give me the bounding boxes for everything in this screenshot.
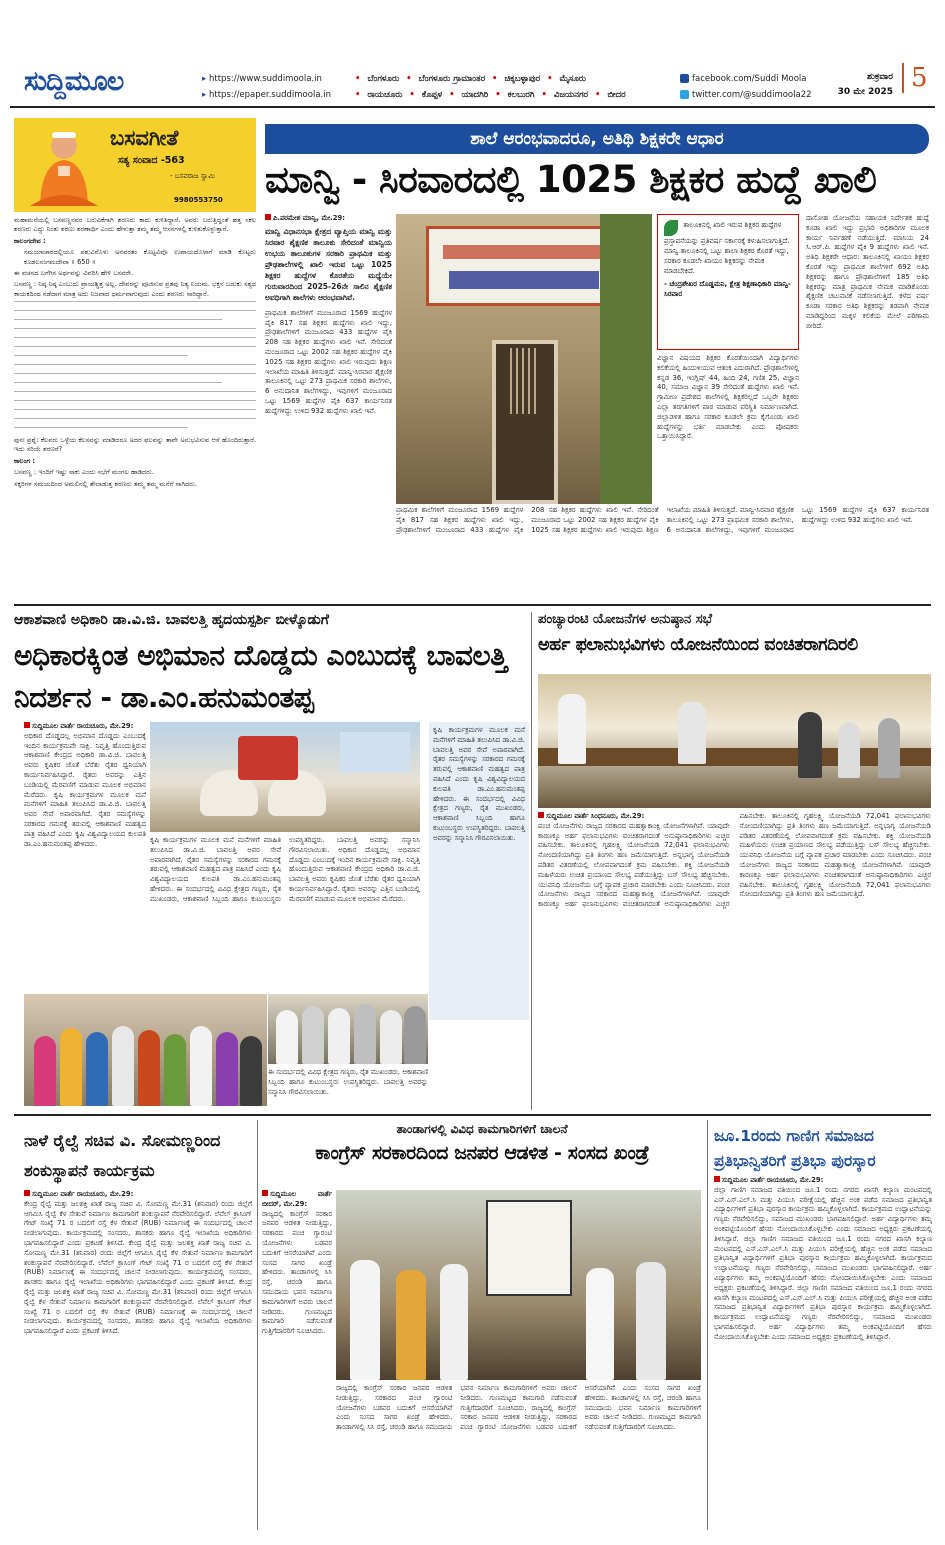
story3-body: ಸುದ್ದಿಮೂಲ ವಾರ್ತೆ ಸಿಂಧನೂರು, ಮೇ.29: ಪಂಚ ಯೋಜನೆಗಳು ರಾಜ್ಯದ ಸರಕಾರದ ಮಹತ್ವಾಕಾಂಕ್ಷಿ ಯೋಜನೆಗಳಾಗಿವೆ. ಯಾವುದೇ ಕಾರಣಕ್ಕೂ ಅರ್ಹ ಫಲಾನುಭವಿಗಳು ವಂಚಿತರಾಗದಂತೆ ಅನುಷ್ಠಾನಾಧಿಕಾರಿಗಳು ಎಚ್ಚರ ವಹಿಸಬೇಕು. ತಾಲೂಕಿನಲ್ಲಿ ಗೃಹಲಕ್ಷ್ಮಿ ಯೋಜನೆಯಡಿ 72,041 ಫಲಾನುಭವಿಗಳು ನೋಂದಣಿಯಾಗಿದ್ದು ಪ್ರತಿ ತಿಂಗಳು ಹಣ ಜಮೆಯಾಗುತ್ತಿದೆ. ಅನ್ನಭಾಗ್ಯ ಯೋಜನೆಯಡಿ ಪಡಿತರ ವಿತರಣೆಯಲ್ಲಿ ಲೋಪವಾಗದಂತೆ ಕ್ರಮ ವಹಿಸಬೇಕು. ಶಕ್ತಿ ಯೋಜನೆಯಡಿ ಮಹಿಳೆಯರು ಉಚಿತ ಪ್ರಯಾಣದ ಸೌಲಭ್ಯ ಪಡೆಯುತ್ತಿದ್ದು ಬಸ್ ಸೌಲಭ್ಯ ಹೆಚ್ಚಿಸಬೇಕು. ಯುವನಿಧಿ ಯೋಜನೆಯ ಬಗ್ಗೆ ವ್ಯಾಪಕ ಪ್ರಚಾರ ಮಾಡಬೇಕು ಎಂದು ಸೂಚಿಸಿದರು. ಪಂಚ ಯೋಜನೆಗಳು ರಾಜ್ಯದ ಸರಕಾರದ ಮಹತ್ವಾಕಾಂಕ್ಷಿ ಯೋಜನೆಗಳಾಗಿವೆ. ಯಾವುದೇ ಕಾರಣಕ್ಕೂ ಅರ್ಹ ಫಲಾನುಭವಿಗಳು ವಂಚಿತರಾಗದಂತೆ ಅನುಷ್ಠಾನಾಧಿಕಾರಿಗಳು ಎಚ್ಚರ ವಹಿಸಬೇಕು. ತಾಲೂಕಿನಲ್ಲಿ ಗೃಹಲಕ್ಷ್ಮಿ ಯೋಜನೆಯಡಿ 72,041 ಫಲಾನುಭವಿಗಳು ನೋಂದಣಿಯಾಗಿದ್ದು ಪ್ರತಿ ತಿಂಗಳು ಹಣ ಜಮೆಯಾಗುತ್ತಿದೆ. ಅನ್ನಭಾಗ್ಯ ಯೋಜನೆಯಡಿ ಪಡಿತರ ವಿತರಣೆಯಲ್ಲಿ ಲೋಪವಾಗದಂತೆ ಕ್ರಮ ವಹಿಸಬೇಕು. ಶಕ್ತಿ ಯೋಜನೆಯಡಿ ಮಹಿಳೆಯರು ಉಚಿತ ಪ್ರಯಾಣದ ಸೌಲಭ್ಯ ಪಡೆಯುತ್ತಿದ್ದು ಬಸ್ ಸೌಲಭ್ಯ ಹೆಚ್ಚಿಸಬೇಕು. ಯುವನಿಧಿ ಯೋಜನೆಯ ಬಗ್ಗೆ ವ್ಯಾಪಕ ಪ್ರಚಾರ ಮಾಡಬೇಕು ಎಂದು ಸೂಚಿಸಿದರು. ಪಂಚ ಯೋಜನೆಗಳು ರಾಜ್ಯದ ಸರಕಾರದ ಮಹತ್ವಾಕಾಂಕ್ಷಿ ಯೋಜನೆಗಳಾಗಿವೆ. ಯಾವುದೇ ಕಾರಣಕ್ಕೂ ಅರ್ಹ ಫಲಾನುಭವಿಗಳು ವಂಚಿತರಾಗದಂತೆ ಅನುಷ್ಠಾನಾಧಿಕಾರಿಗಳು ಎಚ್ಚರ ವಹಿಸಬೇಕು. ತಾಲೂಕಿನಲ್ಲಿ ಗೃಹಲಕ್ಷ್ಮಿ ಯೋಜನೆಯಡಿ 72,041 ಫಲಾನುಭವಿಗಳು ನೋಂದಣಿಯಾಗಿದ್ದು ಪ್ರತಿ ತಿಂಗಳು ಹಣ ಜಮೆಯಾಗುತ್ತಿದೆ. <box>538 812 931 909</box>
story5-headline: ಕಾಂಗ್ರೆಸ್ ಸರಕಾರದಿಂದ ಜನಪರ ಆಡಳಿತ - ಸಂಸದ ಖಂಡ್ರೆ <box>315 1142 649 1164</box>
school-office-photo <box>396 214 652 504</box>
paragraph: ಬಸವಣ್ಣ : ಇಂದಿಗೆ ಇಷ್ಟು ಸಾಕು ಎಂದು ಸಭೆಗೆ ಮಂಗಲ ಹಾಡಿದರು. <box>14 468 154 477</box>
paragraph: ಸಕ್ಕರಿಗಳ ಸಮಯದಿಂದ ಅಮಲಿನಲ್ಲಿ ತೇಲಾಡುತ್ತ ಶರಣರು ತಮ್ಮ ತಮ್ಮ ಮನೆಗೆ ಸಾಗಿದರು. <box>14 479 197 488</box>
quote-author: - ಚಂದ್ರಶೇಖರ ದೊಡ್ಡಮನಿ, ಕ್ಷೇತ್ರ ಶಿಕ್ಷಣಾಧಿಕಾರಿ ಮಾನ್ವಿ-ಸಿರವಾರ <box>664 280 791 298</box>
story2-column-1: ಸುದ್ದಿಮೂಲ ವಾರ್ತೆ ರಾಯಚೂರು, ಮೇ.29: ಅಧಿಕಾರ ದೊಡ್ಡದಲ್ಲ ಅಭಿಮಾನ ದೊಡ್ಡದು ಎಂಬುದಕ್ಕೆ ಇಂದಿನ ಕಾರ್ಯಕ್ರಮವೇ ಸಾಕ್ಷಿ. ನಿವೃತ್ತಿ ಹೊಂದುತ್ತಿರುವ ಆಕಾಶವಾಣಿ ಕೇಂದ್ರದ ಅಧಿಕಾರಿ ಡಾ.ವಿ.ಜಿ. ಬಾವಲತ್ತಿ ಅವರು ಕೃಷಿಕರ ಜೊತೆ ಬೆರೆತು ರೈತರ ಧ್ವನಿಯಾಗಿ ಕಾರ್ಯನಿರ್ವಹಿಸಿದ್ದಾರೆ. ರೈತರು ಅವರನ್ನು ಎತ್ತಿನ ಬಂಡಿಯಲ್ಲಿ ಮೆರವಣಿಗೆ ಮಾಡುವ ಮೂಲಕ ಅಭಿಮಾನ ಮೆರೆದರು. ಕೃಷಿ ಕಾರ್ಯಕ್ರಮಗಳ ಮೂಲಕ ಮನೆ ಮನೆಗಳಿಗೆ ಮಾಹಿತಿ ತಲುಪಿಸಿದ ಡಾ.ವಿ.ಜಿ. ಬಾವಲತ್ತಿ ಅವರ ಸೇವೆ ಅಪಾರವಾಗಿದೆ. ರೈತರ ಸಮಸ್ಯೆಗಳನ್ನು ಸರಕಾರದ ಗಮನಕ್ಕೆ ತರುವಲ್ಲಿ ಆಕಾಶವಾಣಿ ಮಹತ್ವದ ಪಾತ್ರ ವಹಿಸಿದೆ ಎಂದು ಕೃಷಿ ವಿಶ್ವವಿದ್ಯಾಲಯದ ಕುಲಪತಿ ಡಾ.ಎಂ.ಹನುಮಂತಪ್ಪ ಹೇಳಿದರು. <box>24 722 146 848</box>
lead-kicker: ಶಾಲೆ ಆರಂಭವಾದರೂ, ಅತಿಥಿ ಶಿಕ್ಷಕರೇ ಆಧಾರ <box>265 124 929 154</box>
city-item: ವಿಜಯನಗರ <box>553 90 589 100</box>
city-item: ರಾಯಚೂರು <box>367 90 403 100</box>
issue-day: ಶುಕ್ರವಾರ <box>867 72 893 82</box>
vachana-verse: ಸಮಯಾಚಾರದಲ್ಲಿಯೂ ಪಶುವಿನೊಳು ಅನವರತಂ ಕೊಟ್ಟವಿವೊ ಉಪಾಯದೊಳಾಗೆ ಮಾಡಿ ಕೊಟ್ಟರು ಕೂಡಲಸಂಗಮದೇವಾ ॥ 650 ॥ <box>24 248 256 266</box>
column-body <box>14 216 256 489</box>
column-divider <box>707 1120 708 1530</box>
column-phone: 9980553750 <box>174 196 223 204</box>
foundation-board <box>486 1200 572 1296</box>
city-item: ಕೊಪ್ಪಳ <box>421 90 443 100</box>
speaker-label: ಕಾಲಂಗದೇವ : <box>14 236 46 245</box>
inauguration-ceremony-photo <box>336 1190 701 1380</box>
column-divider <box>531 612 532 1110</box>
issue-date-text: 30 ಮೇ 2025 <box>837 87 893 97</box>
body-text-lines <box>14 301 256 428</box>
story6-body: ಸುದ್ದಿಮೂಲ ವಾರ್ತೆ ರಾಯಚೂರು, ಮೇ.29: ಜಿಲ್ಲಾ ಗಾಣಿಗ ಸಮಾಜದ ವತಿಯಿಂದ ಜೂ.1 ರಂದು ನಗರದ ಖಾಸಗಿ ಕಲ್ಯಾಣ ಮಂಟಪದಲ್ಲಿ ಎಸ್.ಎಸ್.ಎಲ್.ಸಿ ಮತ್ತು ಪಿಯುಸಿ ಪರೀಕ್ಷೆಯಲ್ಲಿ ಹೆಚ್ಚಿನ ಅಂಕ ಪಡೆದ ಸಮಾಜದ ಪ್ರತಿಭಾನ್ವಿತ ವಿದ್ಯಾರ್ಥಿಗಳಿಗೆ ಪ್ರತಿಭಾ ಪುರಸ್ಕಾರ ಕಾರ್ಯಕ್ರಮ ಹಮ್ಮಿಕೊಳ್ಳಲಾಗಿದೆ. ಕಾರ್ಯಕ್ರಮದ ಉದ್ಘಾಟನೆಯನ್ನು ಗಣ್ಯರು ನೆರವೇರಿಸಲಿದ್ದು, ಸಮಾಜದ ಮುಖಂಡರು ಭಾಗವಹಿಸಲಿದ್ದಾರೆ. ಅರ್ಹ ವಿದ್ಯಾರ್ಥಿಗಳು ತಮ್ಮ ಅಂಕಪಟ್ಟಿಯೊಂದಿಗೆ ಹೆಸರು ನೋಂದಾಯಿಸಿಕೊಳ್ಳಬೇಕು ಎಂದು ಸಮಾಜದ ಅಧ್ಯಕ್ಷರು ಪ್ರಕಟಣೆಯಲ್ಲಿ ತಿಳಿಸಿದ್ದಾರೆ. ಜಿಲ್ಲಾ ಗಾಣಿಗ ಸಮಾಜದ ವತಿಯಿಂದ ಜೂ.1 ರಂದು ನಗರದ ಖಾಸಗಿ ಕಲ್ಯಾಣ ಮಂಟಪದಲ್ಲಿ ಎಸ್.ಎಸ್.ಎಲ್.ಸಿ ಮತ್ತು ಪಿಯುಸಿ ಪರೀಕ್ಷೆಯಲ್ಲಿ ಹೆಚ್ಚಿನ ಅಂಕ ಪಡೆದ ಸಮಾಜದ ಪ್ರತಿಭಾನ್ವಿತ ವಿದ್ಯಾರ್ಥಿಗಳಿಗೆ ಪ್ರತಿಭಾ ಪುರಸ್ಕಾರ ಕಾರ್ಯಕ್ರಮ ಹಮ್ಮಿಕೊಳ್ಳಲಾಗಿದೆ. ಕಾರ್ಯಕ್ರಮದ ಉದ್ಘಾಟನೆಯನ್ನು ಗಣ್ಯರು ನೆರವೇರಿಸಲಿದ್ದು, ಸಮಾಜದ ಮುಖಂಡರು ಭಾಗವಹಿಸಲಿದ್ದಾರೆ. ಅರ್ಹ ವಿದ್ಯಾರ್ಥಿಗಳು ತಮ್ಮ ಅಂಕಪಟ್ಟಿಯೊಂದಿಗೆ ಹೆಸರು ನೋಂದಾಯಿಸಿಕೊಳ್ಳಬೇಕು ಎಂದು ಸಮಾಜದ ಅಧ್ಯಕ್ಷರು ಪ್ರಕಟಣೆಯಲ್ಲಿ ತಿಳಿಸಿದ್ದಾರೆ. ಜಿಲ್ಲಾ ಗಾಣಿಗ ಸಮಾಜದ ವತಿಯಿಂದ ಜೂ.1 ರಂದು ನಗರದ ಖಾಸಗಿ ಕಲ್ಯಾಣ ಮಂಟಪದಲ್ಲಿ ಎಸ್.ಎಸ್.ಎಲ್.ಸಿ ಮತ್ತು ಪಿಯುಸಿ ಪರೀಕ್ಷೆಯಲ್ಲಿ ಹೆಚ್ಚಿನ ಅಂಕ ಪಡೆದ ಸಮಾಜದ ಪ್ರತಿಭಾನ್ವಿತ ವಿದ್ಯಾರ್ಥಿಗಳಿಗೆ ಪ್ರತಿಭಾ ಪುರಸ್ಕಾರ ಕಾರ್ಯಕ್ರಮ ಹಮ್ಮಿಕೊಳ್ಳಲಾಗಿದೆ. ಕಾರ್ಯಕ್ರಮದ ಉದ್ಘಾಟನೆಯನ್ನು ಗಣ್ಯರು ನೆರವೇರಿಸಲಿದ್ದು, ಸಮಾಜದ ಮುಖಂಡರು ಭಾಗವಹಿಸಲಿದ್ದಾರೆ. ಅರ್ಹ ವಿದ್ಯಾರ್ಥಿಗಳು ತಮ್ಮ ಅಂಕಪಟ್ಟಿಯೊಂದಿಗೆ ಹೆಸರು ನೋಂದಾಯಿಸಿಕೊಳ್ಳಬೇಕು ಎಂದು ಸಮಾಜದ ಅಧ್ಯಕ್ಷರು ಪ್ರಕಟಣೆಯಲ್ಲಿ ತಿಳಿಸಿದ್ದಾರೆ. <box>714 1176 932 1341</box>
twitter-link[interactable]: twitter.com/@suddimoola22 <box>692 90 812 100</box>
story2-column-3: ಈ ಸಂದರ್ಭದಲ್ಲಿ ವಿವಿಧ ಕ್ಷೇತ್ರದ ಗಣ್ಯರು, ರೈತ ಮುಖಂಡರು, ಆಕಾಶವಾಣಿ ಸಿಬ್ಬಂದಿ ಹಾಗೂ ಕುಟುಂಬಸ್ಥರು ಉಪಸ್ಥಿತರಿದ್ದರು. ಬಾವಲತ್ತಿ ಅವರನ್ನು ಸನ್ಮಾನಿಸಿ ಗೌರವಿಸಲಾಯಿತು. <box>268 1068 428 1096</box>
lead-column-right: ದಾಸೋಹ ಯೋಜನೆಯ ಸಹಾಯಕ ನಿರ್ದೇಶಕ ಹುದ್ದೆ ಕೂಡಾ ಖಾಲಿ ಇದ್ದು ಪ್ರಭಾರಿ ಅಧಿಕಾರಿಗಳ ಮೂಲಕ ಕಾರ್ಯ ನಿರ್ವಹಣೆ ನಡೆಯುತ್ತಿದೆ. ಮಾಸಿಯ 24 ಸಿ.ಆರ್.ಪಿ. ಹುದ್ದೆಗಳ ಪೈಕಿ 9 ಹುದ್ದೆಗಳು ಖಾಲಿ ಇವೆ. ಅತಿಥಿ ಶಿಕ್ಷಕರೇ ಆಧಾರ: ತಾಲೂಕಿನಲ್ಲಿ ಖಾಯಂ ಶಿಕ್ಷಕರ ಕೊರತೆ ಇದ್ದು ಪ್ರಾಥಮಿಕ ಶಾಲೆಗಳಿಗೆ 692 ಅತಿಥಿ ಶಿಕ್ಷಕರನ್ನು ಹಾಗೂ ಪ್ರೌಢಶಾಲೆಗಳಿಗೆ 185 ಅತಿಥಿ ಶಿಕ್ಷಕರನ್ನು ಮಾತ್ರ ಪ್ರಾಥಮಿಕ ನೇಮಕ ಮಾಡಿಕೊಂಡು ಶೈಕ್ಷಣಿಕ ಚಟುವಟಿಕೆ ನಡೆಸಲಾಗುತ್ತಿದೆ. ಕಳೆದ ವರ್ಷ ಕೂಡಾ ಸರಕಾರ ಅತಿಥಿ ಶಿಕ್ಷಕರನ್ನು ತಡವಾಗಿ ನೇಮಕ ಮಾಡಿದ್ದರಿಂದ ಮಕ್ಕಳ ಕಲಿಕೆಯ ಮೇಲೆ ಪರಿಣಾಮ ಬೀರಿದೆ. <box>806 214 929 330</box>
lead-column-continued: ವಿಜ್ಞಾನ ವಿಷಯದ ಶಿಕ್ಷಕರ ಕೊರತೆಯಿಂದಾಗಿ ವಿದ್ಯಾರ್ಥಿಗಳು ಕಲಿಕೆಯಲ್ಲಿ ಹಿಂದುಳಿಯುವ ಆತಂಕ ಎದುರಾಗಿದೆ. ಪ್ರೌಢಶಾಲೆಗಳಲ್ಲಿ ಕನ್ನಡ 36, ಇಂಗ್ಲಿಷ್ 44, ಹಿಂದಿ 24, ಗಣಿತ 25, ವಿಜ್ಞಾನ 40, ಸಮಾಜ ವಿಜ್ಞಾನ 39 ಸೇರಿದಂತೆ ಹುದ್ದೆಗಳು ಖಾಲಿ ಇವೆ. ಗ್ರಾಮೀಣ ಪ್ರದೇಶದ ಶಾಲೆಗಳಲ್ಲಿ ಶಿಕ್ಷಕರಿಲ್ಲದೆ ಒಬ್ಬರೇ ಶಿಕ್ಷಕರು ಎಲ್ಲಾ ತರಗತಿಗಳಿಗೆ ಪಾಠ ಮಾಡುವ ಪರಿಸ್ಥಿತಿ ನಿರ್ಮಾಣವಾಗಿದೆ. ಜಿಲ್ಲಾಡಳಿತ ಹಾಗೂ ಸರಕಾರ ಕೂಡಲೇ ಕ್ರಮ ಕೈಗೊಂಡು ಖಾಲಿ ಹುದ್ದೆಗಳನ್ನು ಭರ್ತಿ ಮಾಡಬೇಕು ಎಂದು ಪೋಷಕರು ಒತ್ತಾಯಿಸಿದ್ದಾರೆ. <box>657 354 799 441</box>
felicitation-group-photo <box>24 994 267 1106</box>
column-subtitle: ಸತ್ಯ ಸಂವಾದ -563 <box>118 155 185 166</box>
basavageethe-column <box>14 118 256 596</box>
city-item: ಬೀದರ <box>607 90 626 100</box>
story3-headline: ಅರ್ಹ ಫಲಾನುಭವಿಗಳು ಯೋಜನೆಯಿಂದ ವಂಚಿತರಾಗದಿರಲಿ <box>538 635 858 655</box>
website-link[interactable]: https://www.suddimoola.in <box>208 74 322 84</box>
paragraph: ಬಸವಣ್ಣ : ನಿಷ್ಠ ನಿಷ್ಠ ಎಂಬುದು ಪ್ರಾಯಶ್ಚಿತ್ತ ಅಲ್ಲ. ದೇವರನ್ನು ಪೂಜಿಸುವ ವ್ರತವು ನಿತ್ಯ ನಿಯಮ. ಭಕ್ತನ ಬದುಕು ಸತ್ಯದ ಕಾಯಕದಿಂದ ನಡೆದಾಗ ಮಾತ್ರ ಅದು ನಿಜವಾದ ಧರ್ಮವಾಗುವುದು ಎಂದು ಶರಣರು ಸಾರಿದ್ದಾರೆ. <box>14 280 256 298</box>
paragraph: ಈ ವಚನದ ಬಗೆಗಿನ ಅರ್ಥವನ್ನು ವಿವರಿಸಿ ಹೇಳಿ ಬಸವರೇ. <box>14 269 134 278</box>
page-number: 5 <box>902 63 928 93</box>
paragraph: ಮಹಾಮನೆಯಲ್ಲಿ ಬಸವಣ್ಣನವರ ಬರುವಿಕೆಗಾಗಿ ಶರಣರು ಕಾದು ಕುಳಿತಿದ್ದಾರೆ. ಅವರು ಬರುತ್ತಿದ್ದಂತೆ ಹತ್ತ ಸಕಲ ಶರಣರು ಎದ್ದು ನಿಂತು ಶರಣು ಶರಣಾರ್ಥಿ ಎಂದು ಹೇಳುತ್ತಾ ತಮ್ಮ ತಮ್ಮ ಆಸನಗಳಲ್ಲಿ ಕುಳಿತುಕೊಳ್ಳುತ್ತಾರೆ. <box>14 216 256 234</box>
city-item: ಮೈಸೂರು <box>559 74 586 84</box>
edition-cities: • ಬೆಂಗಳೂರು • ಬೆಂಗಳೂರು ಗ್ರಾಮಾಂತರ • ಚಿಕ್ಕಬಳ್ಳಾಪುರ • ಮೈಸೂರು • ರಾಯಚೂರು • ಕೊಪ್ಪಳ • ಯಾದಗಿರಿ • ಕಲಬುರಗಿ • ವಿಜಯನಗರ • ಬೀದರ <box>355 74 626 100</box>
issue-date <box>835 70 893 100</box>
paragraph: ಪುನಃ ಪ್ರಶ್ನೆ: ಕೆಲವರು ಒಳ್ಳೆಯ ಕೆಲಸವನ್ನು ಮಾಡಿದರೂ ಅದರ ಫಲವನ್ನು ತಾವೇ ಅನುಭವಿಸುವ ಆಸೆ ಹೊಂದಿರುತ್ತಾರೆ. ಇದು ಸರಿಯೆ ಶರಣರೆ? <box>14 436 256 454</box>
quote-leaf-icon <box>664 220 678 236</box>
twitter-icon <box>680 90 689 99</box>
story4-headline: ನಾಳೆ ರೈಲ್ವೆ ಸಚಿವ ವಿ. ಸೋಮಣ್ಣರಿಂದ ಶಂಕುಸ್ಥಾಪನೆ ಕಾರ್ಯಕ್ರಮ <box>24 1131 221 1180</box>
officer-quote-box <box>657 214 799 350</box>
quote-text: ತಾಲೂಕಿನಲ್ಲಿ ಖಾಲಿ ಇರುವ ಶಿಕ್ಷಕರ ಹುದ್ದೆಗಳ ಪ್ರಸ್ತಾವನೆಯನ್ನು ಪ್ರತಿವರ್ಷ ಸರ್ಕಾರಕ್ಕೆ ಕಳುಹಿಸಲಾಗುತ್ತಿದೆ. ಮಾನ್ವಿ ತಾಲೂಕಿನಲ್ಲಿ ಒಟ್ಟು ಶಾಲಾ ಶಿಕ್ಷಕರ ಕೊರತೆ ಇದ್ದು, ಸರಕಾರ ಕೂಡಲೇ ಖಾಯಂ ಶಿಕ್ಷಕರನ್ನು ನೇಮಕ ಮಾಡಬೇಕಿದೆ. <box>664 221 790 275</box>
story3-kicker: ಪಂಚ್ಯಾರಂಟಿ ಯೋಜನೆಗಳ ಅನುಷ್ಠಾನ ಸಭೆ <box>538 612 712 627</box>
column-author: - ಬಸವರಾಜ ಸ್ವಾಮಿ <box>170 172 215 180</box>
city-item: ಚಿಕ್ಕಬಳ್ಳಾಪುರ <box>504 74 541 84</box>
story5-column-1: ಸುದ್ದಿಮೂಲ ವಾರ್ತೆ ಬೀದರ್, ಮೇ.29: ರಾಜ್ಯದಲ್ಲಿ ಕಾಂಗ್ರೆಸ್ ಸರಕಾರ ಜನಪರ ಆಡಳಿತ ನೀಡುತ್ತಿದ್ದು, ಸರಕಾರದ ಪಂಚ ಗ್ಯಾರಂಟಿ ಯೋಜನೆಗಳು ಬಡವರ ಬದುಕಿಗೆ ಆಸರೆಯಾಗಿವೆ ಎಂದು ಸಂಸದ ಸಾಗರ ಖಂಡ್ರೆ ಹೇಳಿದರು. ತಾಂಡಾಗಳಲ್ಲಿ ಸಿಸಿ ರಸ್ತೆ, ಚರಂಡಿ ಹಾಗೂ ಸಮುದಾಯ ಭವನ ನಿರ್ಮಾಣ ಕಾಮಗಾರಿಗಳಿಗೆ ಅವರು ಚಾಲನೆ ನೀಡಿದರು. ಗುಣಮಟ್ಟದ ಕಾಮಗಾರಿ ನಡೆಸುವಂತೆ ಗುತ್ತಿಗೆದಾರರಿಗೆ ಸೂಚಿಸಿದರು. <box>262 1190 332 1336</box>
section-divider <box>14 604 931 606</box>
newspaper-logo: ಸುದ್ದಿಮೂಲ <box>24 66 124 97</box>
story5-kicker: ತಾಂಡಾಗಳಲ್ಲಿ ವಿವಿಧ ಕಾಮಗಾರಿಗಳಿಗೆ ಚಾಲನೆ <box>396 1122 568 1136</box>
website-links: ▸ https://www.suddimoola.in ▸ https://epaper.suddimoola.in <box>202 74 331 100</box>
city-item: ಬೆಂಗಳೂರು ಗ್ರಾಮಾಂತರ <box>418 74 486 84</box>
bullock-cart-procession-photo <box>150 722 420 832</box>
lead-headline: ಮಾನ್ವಿ - ಸಿರವಾರದಲ್ಲಿ 1025 ಶಿಕ್ಷಕರ ಹುದ್ದೆ ಖಾಲಿ <box>265 158 877 201</box>
story6-headline: ಜೂ.1ರಂದು ಗಾಣಿಗ ಸಮಾಜದ ಪ್ರತಿಭಾನ್ವಿತರಿಗೆ ಪ್ರತಿಭಾ ಪುರಸ್ಕಾರ <box>714 1127 876 1170</box>
lead-column-1 <box>265 214 392 417</box>
saint-illustration-icon <box>22 126 106 206</box>
epaper-link[interactable]: https://epaper.suddimoola.in <box>208 90 331 100</box>
social-links <box>680 71 812 103</box>
masthead <box>10 58 935 108</box>
city-item: ಬೆಂಗಳೂರು <box>367 74 400 84</box>
story4-body: ಸುದ್ದಿಮೂಲ ವಾರ್ತೆ ರಾಯಚೂರು, ಮೇ.29: ಕೇಂದ್ರ ರೈಲ್ವೆ ಮತ್ತು ಜಲಶಕ್ತಿ ಖಾತೆ ರಾಜ್ಯ ಸಚಿವ ವಿ. ಸೋಮಣ್ಣ ಮೇ.31 (ಶನಿವಾರ) ರಂದು ಜಿಲ್ಲೆಗೆ ಆಗಮಿಸಿ ರೈಲ್ವೆ ಕೆಳ ಸೇತುವೆ ನಿರ್ಮಾಣ ಕಾಮಗಾರಿಗೆ ಶಂಕುಸ್ಥಾಪನೆ ನೆರವೇರಿಸಲಿದ್ದಾರೆ. ಲೆವೆಲ್ ಕ್ರಾಸಿಂಗ್ ಗೇಟ್ ಸಂಖ್ಯೆ 71 ರ ಬದಲಿಗೆ ರಸ್ತೆ ಕೆಳ ಸೇತುವೆ (RUB) ನಿರ್ಮಾಣಕ್ಕೆ ಈ ಸಂದರ್ಭದಲ್ಲಿ ಚಾಲನೆ ನೀಡಲಾಗುವುದು. ಕಾರ್ಯಕ್ರಮದಲ್ಲಿ ಸಂಸದರು, ಶಾಸಕರು ಹಾಗೂ ರೈಲ್ವೆ ಇಲಾಖೆಯ ಅಧಿಕಾರಿಗಳು ಭಾಗವಹಿಸಲಿದ್ದಾರೆ ಎಂದು ಪ್ರಕಟಣೆ ತಿಳಿಸಿದೆ. ಕೇಂದ್ರ ರೈಲ್ವೆ ಮತ್ತು ಜಲಶಕ್ತಿ ಖಾತೆ ರಾಜ್ಯ ಸಚಿವ ವಿ. ಸೋಮಣ್ಣ ಮೇ.31 (ಶನಿವಾರ) ರಂದು ಜಿಲ್ಲೆಗೆ ಆಗಮಿಸಿ ರೈಲ್ವೆ ಕೆಳ ಸೇತುವೆ ನಿರ್ಮಾಣ ಕಾಮಗಾರಿಗೆ ಶಂಕುಸ್ಥಾಪನೆ ನೆರವೇರಿಸಲಿದ್ದಾರೆ. ಲೆವೆಲ್ ಕ್ರಾಸಿಂಗ್ ಗೇಟ್ ಸಂಖ್ಯೆ 71 ರ ಬದಲಿಗೆ ರಸ್ತೆ ಕೆಳ ಸೇತುವೆ (RUB) ನಿರ್ಮಾಣಕ್ಕೆ ಈ ಸಂದರ್ಭದಲ್ಲಿ ಚಾಲನೆ ನೀಡಲಾಗುವುದು. ಕಾರ್ಯಕ್ರಮದಲ್ಲಿ ಸಂಸದರು, ಶಾಸಕರು ಹಾಗೂ ರೈಲ್ವೆ ಇಲಾಖೆಯ ಅಧಿಕಾರಿಗಳು ಭಾಗವಹಿಸಲಿದ್ದಾರೆ ಎಂದು ಪ್ರಕಟಣೆ ತಿಳಿಸಿದೆ. ಕೇಂದ್ರ ರೈಲ್ವೆ ಮತ್ತು ಜಲಶಕ್ತಿ ಖಾತೆ ರಾಜ್ಯ ಸಚಿವ ವಿ. ಸೋಮಣ್ಣ ಮೇ.31 (ಶನಿವಾರ) ರಂದು ಜಿಲ್ಲೆಗೆ ಆಗಮಿಸಿ ರೈಲ್ವೆ ಕೆಳ ಸೇತುವೆ ನಿರ್ಮಾಣ ಕಾಮಗಾರಿಗೆ ಶಂಕುಸ್ಥಾಪನೆ ನೆರವೇರಿಸಲಿದ್ದಾರೆ. ಲೆವೆಲ್ ಕ್ರಾಸಿಂಗ್ ಗೇಟ್ ಸಂಖ್ಯೆ 71 ರ ಬದಲಿಗೆ ರಸ್ತೆ ಕೆಳ ಸೇತುವೆ (RUB) ನಿರ್ಮಾಣಕ್ಕೆ ಈ ಸಂದರ್ಭದಲ್ಲಿ ಚಾಲನೆ ನೀಡಲಾಗುವುದು. ಕಾರ್ಯಕ್ರಮದಲ್ಲಿ ಸಂಸದರು, ಶಾಸಕರು ಹಾಗೂ ರೈಲ್ವೆ ಇಲಾಖೆಯ ಅಧಿಕಾರಿಗಳು ಭಾಗವಹಿಸಲಿದ್ದಾರೆ ಎಂದು ಪ್ರಕಟಣೆ ತಿಳಿಸಿದೆ. <box>24 1190 252 1336</box>
story2-column-2: ಕೃಷಿ ಕಾರ್ಯಕ್ರಮಗಳ ಮೂಲಕ ಮನೆ ಮನೆಗಳಿಗೆ ಮಾಹಿತಿ ತಲುಪಿಸಿದ ಡಾ.ವಿ.ಜಿ. ಬಾವಲತ್ತಿ ಅವರ ಸೇವೆ ಅಪಾರವಾಗಿದೆ. ರೈತರ ಸಮಸ್ಯೆಗಳನ್ನು ಸರಕಾರದ ಗಮನಕ್ಕೆ ತರುವಲ್ಲಿ ಆಕಾಶವಾಣಿ ಮಹತ್ವದ ಪಾತ್ರ ವಹಿಸಿದೆ ಎಂದು ಕೃಷಿ ವಿಶ್ವವಿದ್ಯಾಲಯದ ಕುಲಪತಿ ಡಾ.ಎಂ.ಹನುಮಂತಪ್ಪ ಹೇಳಿದರು. ಈ ಸಂದರ್ಭದಲ್ಲಿ ವಿವಿಧ ಕ್ಷೇತ್ರದ ಗಣ್ಯರು, ರೈತ ಮುಖಂಡರು, ಆಕಾಶವಾಣಿ ಸಿಬ್ಬಂದಿ ಹಾಗೂ ಕುಟುಂಬಸ್ಥರು ಉಪಸ್ಥಿತರಿದ್ದರು. ಬಾವಲತ್ತಿ ಅವರನ್ನು ಸನ್ಮಾನಿಸಿ ಗೌರವಿಸಲಾಯಿತು. ಅಧಿಕಾರ ದೊಡ್ಡದಲ್ಲ ಅಭಿಮಾನ ದೊಡ್ಡದು ಎಂಬುದಕ್ಕೆ ಇಂದಿನ ಕಾರ್ಯಕ್ರಮವೇ ಸಾಕ್ಷಿ. ನಿವೃತ್ತಿ ಹೊಂದುತ್ತಿರುವ ಆಕಾಶವಾಣಿ ಕೇಂದ್ರದ ಅಧಿಕಾರಿ ಡಾ.ವಿ.ಜಿ. ಬಾವಲತ್ತಿ ಅವರು ಕೃಷಿಕರ ಜೊತೆ ಬೆರೆತು ರೈತರ ಧ್ವನಿಯಾಗಿ ಕಾರ್ಯನಿರ್ವಹಿಸಿದ್ದಾರೆ. ರೈತರು ಅವರನ್ನು ಎತ್ತಿನ ಬಂಡಿಯಲ್ಲಿ ಮೆರವಣಿಗೆ ಮಾಡುವ ಮೂಲಕ ಅಭಿಮಾನ ಮೆರೆದರು. <box>150 836 420 903</box>
story2-kicker: ಆಕಾಶವಾಣಿ ಅಧಿಕಾರಿ ಡಾ.ವಿ.ಜಿ. ಬಾವಲತ್ತಿ ಹೃದಯಸ್ಪರ್ಶಿ ಬೀಳ್ಕೊಡುಗೆ <box>14 612 329 628</box>
story2-inset-column: ಕೃಷಿ ಕಾರ್ಯಕ್ರಮಗಳ ಮೂಲಕ ಮನೆ ಮನೆಗಳಿಗೆ ಮಾಹಿತಿ ತಲುಪಿಸಿದ ಡಾ.ವಿ.ಜಿ. ಬಾವಲತ್ತಿ ಅವರ ಸೇವೆ ಅಪಾರವಾಗಿದೆ. ರೈತರ ಸಮಸ್ಯೆಗಳನ್ನು ಸರಕಾರದ ಗಮನಕ್ಕೆ ತರುವಲ್ಲಿ ಆಕಾಶವಾಣಿ ಮಹತ್ವದ ಪಾತ್ರ ವಹಿಸಿದೆ ಎಂದು ಕೃಷಿ ವಿಶ್ವವಿದ್ಯಾಲಯದ ಕುಲಪತಿ ಡಾ.ಎಂ.ಹನುಮಂತಪ್ಪ ಹೇಳಿದರು. ಈ ಸಂದರ್ಭದಲ್ಲಿ ವಿವಿಧ ಕ್ಷೇತ್ರದ ಗಣ್ಯರು, ರೈತ ಮುಖಂಡರು, ಆಕಾಶವಾಣಿ ಸಿಬ್ಬಂದಿ ಹಾಗೂ ಕುಟುಂಬಸ್ಥರು ಉಪಸ್ಥಿತರಿದ್ದರು. ಬಾವಲತ್ತಿ ಅವರನ್ನು ಸನ್ಮಾನಿಸಿ ಗೌರವಿಸಲಾಯಿತು. <box>429 722 529 1020</box>
lead-byline: ಪಿ.ಪರಮೇಶ ಮಾನ್ವಿ, ಮೇ.29: <box>265 214 392 224</box>
officials-group-photo <box>268 994 428 1064</box>
column-title: ಬಸವಗೀತೆ <box>110 126 179 150</box>
lead-body: ಪ್ರಾಥಮಿಕ ಶಾಲೆಗಳಿಗೆ ಮಂಜೂರಾದ 1569 ಹುದ್ದೆಗಳ ಪೈಕಿ 817 ಸಹ ಶಿಕ್ಷಕರ ಹುದ್ದೆಗಳು ಖಾಲಿ ಇದ್ದು, ಪ್ರೌಢಶಾಲೆಗಳಿಗೆ ಮಂಜೂರಾದ 433 ಹುದ್ದೆಗಳ ಪೈಕಿ 208 ಸಹ ಶಿಕ್ಷಕರ ಹುದ್ದೆಗಳು ಖಾಲಿ ಇವೆ. ಸೇರಿದಂತೆ ಮಂಜೂರಾದ ಒಟ್ಟು 2002 ಸಹ ಶಿಕ್ಷಕರ ಹುದ್ದೆಗಳ ಪೈಕಿ 1025 ಸಹ ಶಿಕ್ಷಕರ ಹುದ್ದೆಗಳು ಖಾಲಿ ಇರುವುದು ಶಿಕ್ಷಣ ಇಲಾಖೆಯ ಮಾಹಿತಿ ತಿಳಿಸುತ್ತದೆ. ಮಾನ್ವಿ-ಸಿರವಾರ ಶೈಕ್ಷಣಿಕ ತಾಲೂಕಿನಲ್ಲಿ ಒಟ್ಟು 273 ಪ್ರಾಥಮಿಕ ಸರಕಾರಿ ಶಾಲೆಗಳು, 6 ಅನುದಾನಿತ ಶಾಲೆಗಳಿದ್ದು, ಇವುಗಳಿಗೆ ಮಂಜೂರಾದ ಒಟ್ಟು 1569 ಹುದ್ದೆಗಳ ಪೈಕಿ 637 ಕಾರ್ಯನಿರತ ಹುದ್ದೆಗಳಿದ್ದು ಉಳಿದ 932 ಹುದ್ದೆಗಳು ಖಾಲಿ ಇವೆ. <box>265 308 392 415</box>
lead-bottom-columns: ಪ್ರಾಥಮಿಕ ಶಾಲೆಗಳಿಗೆ ಮಂಜೂರಾದ 1569 ಹುದ್ದೆಗಳ ಪೈಕಿ 817 ಸಹ ಶಿಕ್ಷಕರ ಹುದ್ದೆಗಳು ಖಾಲಿ ಇದ್ದು, ಪ್ರೌಢಶಾಲೆಗಳಿಗೆ ಮಂಜೂರಾದ 433 ಹುದ್ದೆಗಳ ಪೈಕಿ 208 ಸಹ ಶಿಕ್ಷಕರ ಹುದ್ದೆಗಳು ಖಾಲಿ ಇವೆ. ಸೇರಿದಂತೆ ಮಂಜೂರಾದ ಒಟ್ಟು 2002 ಸಹ ಶಿಕ್ಷಕರ ಹುದ್ದೆಗಳ ಪೈಕಿ 1025 ಸಹ ಶಿಕ್ಷಕರ ಹುದ್ದೆಗಳು ಖಾಲಿ ಇರುವುದು ಶಿಕ್ಷಣ ಇಲಾಖೆಯ ಮಾಹಿತಿ ತಿಳಿಸುತ್ತದೆ. ಮಾನ್ವಿ-ಸಿರವಾರ ಶೈಕ್ಷಣಿಕ ತಾಲೂಕಿನಲ್ಲಿ ಒಟ್ಟು 273 ಪ್ರಾಥಮಿಕ ಸರಕಾರಿ ಶಾಲೆಗಳು, 6 ಅನುದಾನಿತ ಶಾಲೆಗಳಿದ್ದು, ಇವುಗಳಿಗೆ ಮಂಜೂರಾದ ಒಟ್ಟು 1569 ಹುದ್ದೆಗಳ ಪೈಕಿ 637 ಕಾರ್ಯನಿರತ ಹುದ್ದೆಗಳಿದ್ದು ಉಳಿದ 932 ಹುದ್ದೆಗಳು ಖಾಲಿ ಇವೆ. <box>396 506 929 534</box>
section-divider <box>14 1114 931 1116</box>
city-item: ಕಲಬುರಗಿ <box>507 90 535 100</box>
facebook-icon <box>680 74 689 83</box>
speaker-label: ಕಾಲಂಗ : <box>14 456 35 465</box>
story2-headline: ಅಧಿಕಾರಕ್ಕಿಂತ ಅಭಿಮಾನ ದೊಡ್ಡದು ಎಂಬುದಕ್ಕೆ ಬಾವಲತ್ತಿ ನಿದರ್ಶನ - ಡಾ.ಎಂ.ಹನುಮಂತಪ್ಪ <box>14 639 507 714</box>
review-meeting-photo <box>538 674 931 808</box>
office-signboard <box>426 226 622 306</box>
lead-intro: ಮಾನ್ವಿ ವಿಧಾನಸಭಾ ಕ್ಷೇತ್ರದ ವ್ಯಾಪ್ತಿಯ ಮಾನ್ವಿ ಮತ್ತು ಸಿರವಾರ ಶೈಕ್ಷಣಿಕ ತಾಲೂಕು ಸೇರಿದಂತೆ ಮಾನ್ವಿಯ ಉಭಯ ತಾಲೂಕುಗಳ ಸರಕಾರಿ ಪ್ರಾಥಮಿಕ ಮತ್ತು ಪ್ರೌಢಶಾಲೆಗಳಲ್ಲಿ ಖಾಲಿ ಇರುವ ಒಟ್ಟು 1025 ಶಿಕ್ಷಕರ ಹುದ್ದೆಗಳ ಕೊರತೆಯ ಮಧ್ಯೆಯೇ ಗುರುವಾರದಿಂದ 2025-26ನೇ ಸಾಲಿನ ಶೈಕ್ಷಣಿಕ ಅವಧಿಗಾಗಿ ಶಾಲೆಗಳು ಆರಂಭವಾಗಿವೆ. <box>265 226 392 302</box>
city-item: ಯಾದಗಿರಿ <box>461 90 489 100</box>
story5-body: ರಾಜ್ಯದಲ್ಲಿ ಕಾಂಗ್ರೆಸ್ ಸರಕಾರ ಜನಪರ ಆಡಳಿತ ನೀಡುತ್ತಿದ್ದು, ಸರಕಾರದ ಪಂಚ ಗ್ಯಾರಂಟಿ ಯೋಜನೆಗಳು ಬಡವರ ಬದುಕಿಗೆ ಆಸರೆಯಾಗಿವೆ ಎಂದು ಸಂಸದ ಸಾಗರ ಖಂಡ್ರೆ ಹೇಳಿದರು. ತಾಂಡಾಗಳಲ್ಲಿ ಸಿಸಿ ರಸ್ತೆ, ಚರಂಡಿ ಹಾಗೂ ಸಮುದಾಯ ಭವನ ನಿರ್ಮಾಣ ಕಾಮಗಾರಿಗಳಿಗೆ ಅವರು ಚಾಲನೆ ನೀಡಿದರು. ಗುಣಮಟ್ಟದ ಕಾಮಗಾರಿ ನಡೆಸುವಂತೆ ಗುತ್ತಿಗೆದಾರರಿಗೆ ಸೂಚಿಸಿದರು. ರಾಜ್ಯದಲ್ಲಿ ಕಾಂಗ್ರೆಸ್ ಸರಕಾರ ಜನಪರ ಆಡಳಿತ ನೀಡುತ್ತಿದ್ದು, ಸರಕಾರದ ಪಂಚ ಗ್ಯಾರಂಟಿ ಯೋಜನೆಗಳು ಬಡವರ ಬದುಕಿಗೆ ಆಸರೆಯಾಗಿವೆ ಎಂದು ಸಂಸದ ಸಾಗರ ಖಂಡ್ರೆ ಹೇಳಿದರು. ತಾಂಡಾಗಳಲ್ಲಿ ಸಿಸಿ ರಸ್ತೆ, ಚರಂಡಿ ಹಾಗೂ ಸಮುದಾಯ ಭವನ ನಿರ್ಮಾಣ ಕಾಮಗಾರಿಗಳಿಗೆ ಅವರು ಚಾಲನೆ ನೀಡಿದರು. ಗುಣಮಟ್ಟದ ಕಾಮಗಾರಿ ನಡೆಸುವಂತೆ ಗುತ್ತಿಗೆದಾರರಿಗೆ ಸೂಚಿಸಿದರು. <box>336 1384 701 1432</box>
column-divider <box>257 1120 258 1530</box>
column-header <box>14 118 256 212</box>
facebook-link[interactable]: facebook.com/Suddi Moola <box>692 74 807 84</box>
